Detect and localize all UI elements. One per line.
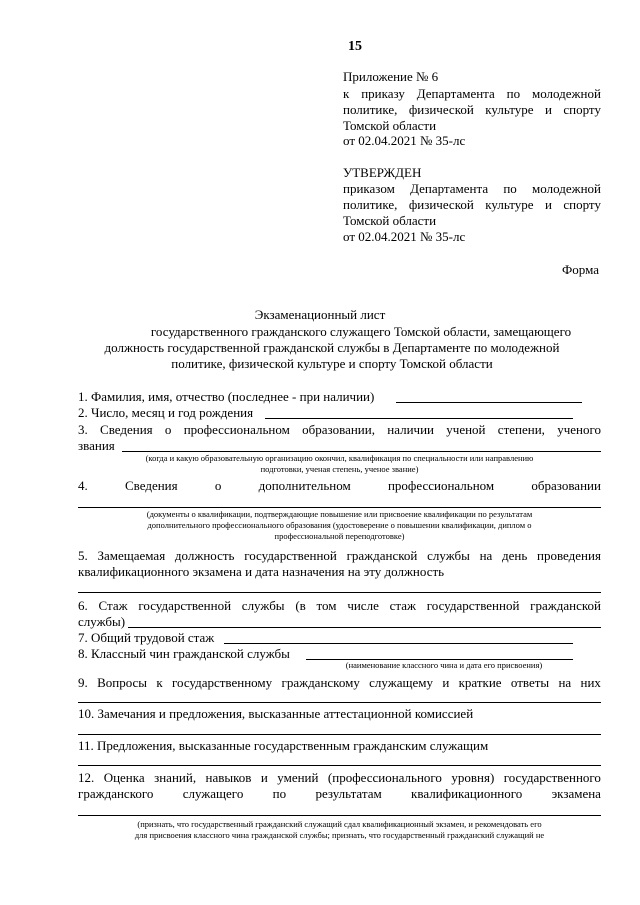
item-1-field[interactable] (396, 402, 582, 403)
word: ответы (510, 675, 550, 690)
word: государственной (426, 598, 520, 613)
word: профессиональном (387, 478, 495, 493)
word: гражданскому (281, 675, 360, 690)
word: 4. (78, 478, 88, 493)
word: степени, (497, 422, 545, 437)
word: умений (277, 770, 319, 785)
word: физической (408, 197, 474, 212)
item-2-label: 2. Число, месяц и год рождения (78, 405, 254, 420)
item-10-label: 10. Замечания и предложения, высказанные аттестационной комиссией (78, 706, 474, 721)
item-4-hint-3: профессиональной переподготовке) (274, 531, 405, 541)
word: физической (408, 102, 474, 117)
doc-title-line-2: государственного гражданского служащего Томской области, замещающего (150, 324, 572, 339)
word: Департамента (416, 86, 495, 101)
appendix-line-3 (343, 102, 601, 117)
word: экзамена (551, 786, 601, 801)
item-4-hint-1: (документы о квалификации, подтверждающие повышение или присвоение квалификации по результатам (146, 509, 533, 519)
item-12-hint-1: (признать, что государственный гражданский служащий сдал квалификационный экзамен, и рекомендовать его (137, 819, 542, 829)
word: стаж (389, 598, 416, 613)
word: служащему (369, 675, 433, 690)
word: государственному (171, 675, 273, 690)
word: гражданской (530, 598, 601, 613)
word: квалификационного (411, 786, 523, 801)
item-4-hint-2: дополнительного профессионального образования (удостоверение о повышении квалификации, диплом о (147, 520, 532, 530)
item-8-hint: (наименование классного чина и дата его присвоения) (345, 660, 543, 670)
word: к (156, 675, 163, 690)
item-2-field[interactable] (265, 418, 573, 419)
word: 5. (78, 548, 88, 563)
word: политике, (343, 197, 398, 212)
appendix-line-5: от 02.04.2021 № 35-лс (343, 133, 466, 148)
word: Сведения (125, 478, 178, 493)
word: на (558, 675, 572, 690)
word: и (442, 675, 450, 690)
word: (в (295, 598, 306, 613)
approved-line-4: Томской области (343, 213, 437, 228)
item-12-line-1 (78, 770, 601, 785)
word: профессиональном (183, 422, 290, 437)
appendix-line-1: Приложение № 6 (343, 69, 439, 84)
word: на (479, 548, 493, 563)
item-10-field[interactable] (78, 734, 601, 735)
word: образовании (531, 478, 601, 493)
word: государственного (503, 770, 601, 785)
item-9-line (78, 675, 601, 690)
word: службы (427, 548, 470, 563)
item-5-field[interactable] (78, 592, 601, 593)
word: по (506, 86, 521, 101)
approved-line-3 (343, 197, 601, 212)
item-5-line-1 (78, 548, 601, 563)
item-7-label: 7. Общий трудовой стаж (78, 630, 215, 645)
word: политике, (343, 102, 398, 117)
word: по (503, 181, 517, 196)
word: к (343, 86, 350, 101)
item-1-label: 1. Фамилия, имя, отчество (последнее - при наличии) (78, 389, 375, 404)
word: краткие (458, 675, 502, 690)
item-8-label: 8. Классный чин гражданской службы (78, 646, 290, 661)
word: том (316, 598, 337, 613)
word: служащего (182, 786, 244, 801)
item-3-field[interactable] (122, 451, 601, 452)
item-4-line-1 (78, 478, 601, 493)
item-5-line-2: квалификационного экзамена и дата назначения на эту должность (78, 564, 445, 579)
item-3-line-1 (78, 422, 601, 437)
word: Оценка (103, 770, 145, 785)
page-number: 15 (348, 39, 362, 54)
word: Замещаемая (97, 548, 166, 563)
word: 6. (78, 598, 88, 613)
approved-line-5: от 02.04.2021 № 35-лс (343, 229, 466, 244)
item-11-label: 11. Предложения, высказанные государственным гражданским служащим (78, 738, 489, 753)
item-12-hint-2: для присвоения классного чина гражданской службы; признать, что государственный гражданский служащий не (134, 830, 545, 840)
word: и (544, 197, 552, 212)
item-4-field[interactable] (78, 507, 601, 508)
doc-title-line-3: должность государственной гражданской службы в Департаменте по молодежной (104, 340, 560, 355)
word: ученой (446, 422, 486, 437)
word: навыков (205, 770, 252, 785)
word: государственной (138, 598, 232, 613)
item-3-line-2: звания (78, 438, 115, 453)
word: образовании, (302, 422, 375, 437)
word: о (214, 478, 222, 493)
word: 9. (78, 675, 88, 690)
word: о (164, 422, 172, 437)
word: приказу (361, 86, 405, 101)
word: службы (241, 598, 285, 613)
word: (профессионального (327, 770, 442, 785)
item-12-line-2 (78, 786, 601, 801)
approved-line-2 (343, 181, 601, 196)
form-label: Форма (562, 262, 599, 277)
word: уровня) (451, 770, 495, 785)
word: спорту (563, 102, 601, 117)
word: гражданской (346, 548, 418, 563)
word: государственной (244, 548, 337, 563)
word: приказом (343, 181, 395, 196)
word: 3. (78, 422, 88, 437)
word: гражданского (78, 786, 154, 801)
word: знаний, (154, 770, 197, 785)
word: молодежной (532, 181, 601, 196)
appendix-line-4: Томской области (343, 118, 437, 133)
word: культуре (485, 197, 534, 212)
word: день (502, 548, 528, 563)
word: по (272, 786, 287, 801)
word: и (260, 770, 268, 785)
doc-title-line-4: политике, физической культуре и спорту Томской области (171, 356, 493, 371)
word: культуре (485, 102, 534, 117)
word: ученого (557, 422, 601, 437)
item-6-line-1 (78, 598, 601, 613)
item-3-hint-2: подготовки, ученая степень, ученое звание) (260, 464, 419, 474)
item-3-hint-1: (когда и какую образовательную организацию окончил, квалификация по специальности или направлению (145, 453, 534, 463)
word: результатам (315, 786, 382, 801)
word: молодежной (532, 86, 601, 101)
approved-title: УТВЕРЖДЕН (343, 165, 422, 180)
word: спорту (563, 197, 601, 212)
item-9-field[interactable] (78, 702, 601, 703)
word: наличии (387, 422, 434, 437)
appendix-line-2 (343, 86, 601, 101)
item-6-field[interactable] (128, 627, 601, 628)
word: и (544, 102, 552, 117)
word: дополнительном (258, 478, 351, 493)
word: Стаж (98, 598, 128, 613)
word: Сведения (100, 422, 153, 437)
item-7-field[interactable] (224, 643, 573, 644)
word: проведения (537, 548, 601, 563)
word: 12. (78, 770, 95, 785)
word: Департамента (410, 181, 489, 196)
word: числе (347, 598, 379, 613)
item-11-field[interactable] (78, 765, 601, 766)
item-12-field[interactable] (78, 815, 601, 816)
doc-title-line-1: Экзаменационный лист (254, 307, 386, 322)
word: них (580, 675, 601, 690)
item-6-line-2: службы) (78, 614, 126, 629)
word: должность (174, 548, 235, 563)
word: Вопросы (97, 675, 148, 690)
